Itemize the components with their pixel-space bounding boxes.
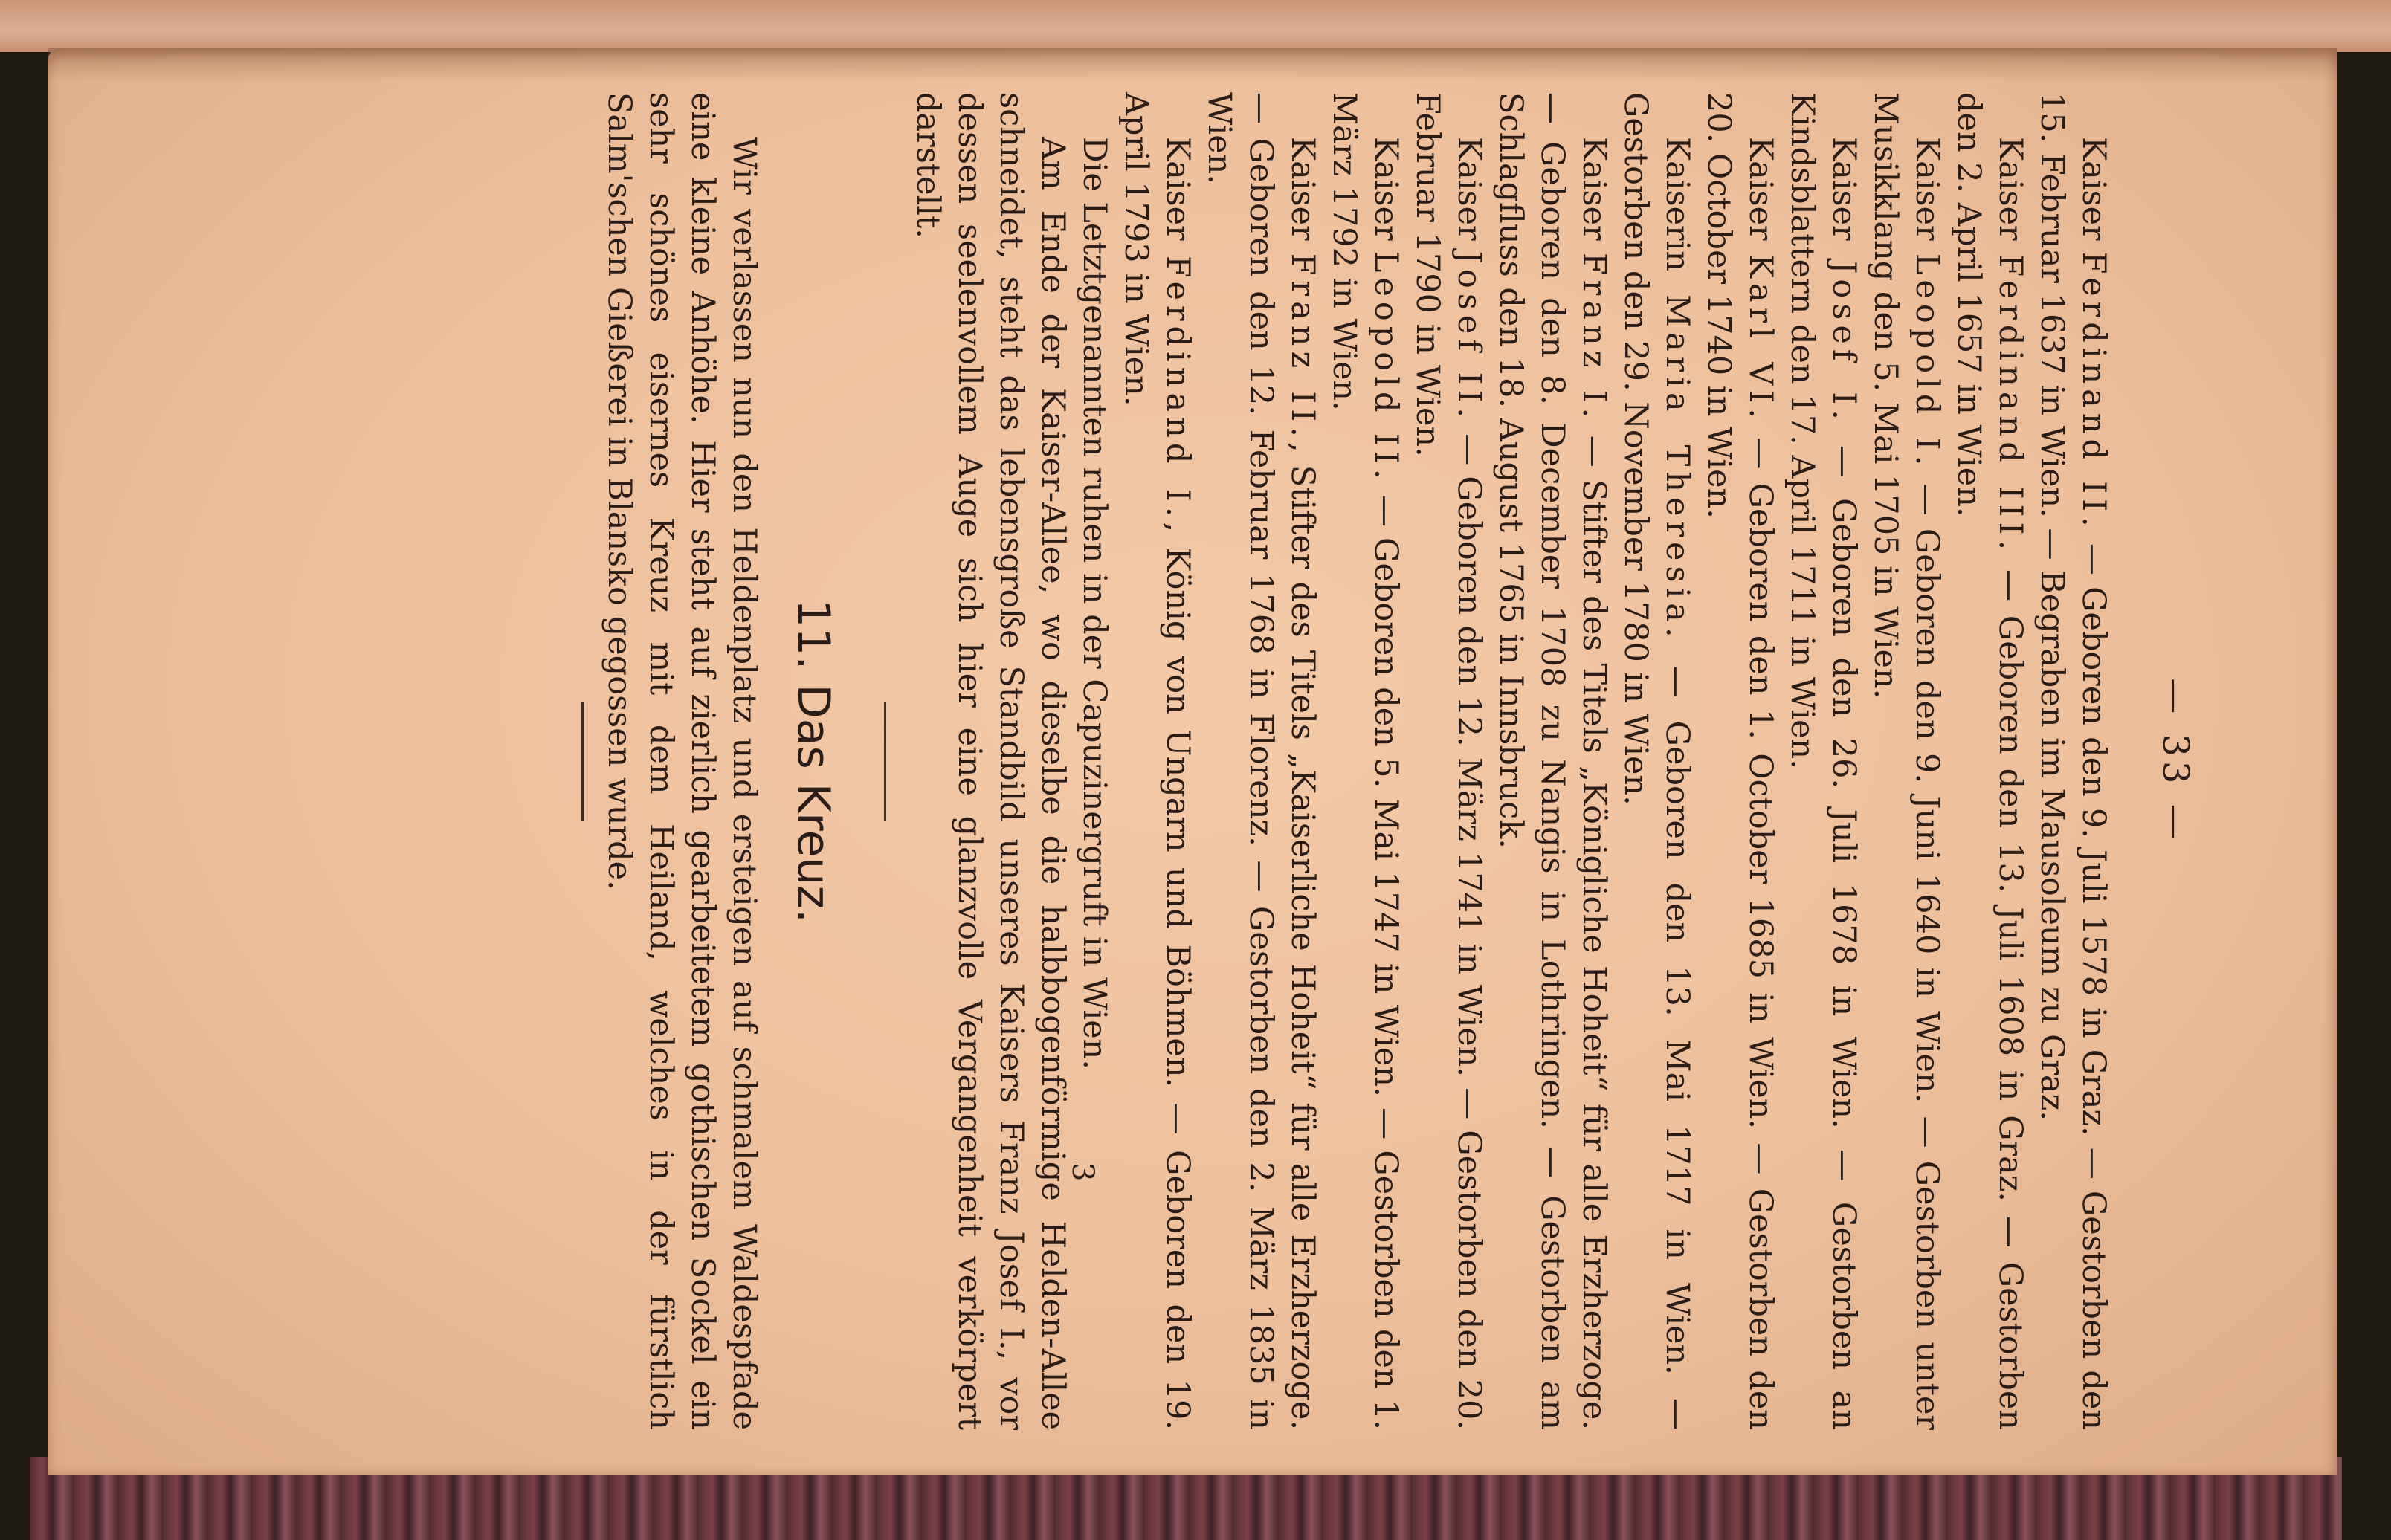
emperor-entry bbox=[1115, 92, 1198, 1430]
entry-text: — Geboren den 5. Mai 1747 in Wien. — Gestorben den 1. März 1792 in Wien. bbox=[1326, 92, 1404, 1430]
emperor-entry bbox=[2031, 92, 2114, 1430]
entry-text: — Geboren den 1. October 1685 in Wien. — Gestorben den 20. October 1740 in Wien. bbox=[1700, 92, 1779, 1430]
section-title: 11. Das Kreuz. bbox=[787, 599, 839, 923]
entry-text: — Geboren den 9. Juni 1640 in Wien. — Gestorben unter Musikklang den 5. Mai 1705 in Wien. bbox=[1867, 92, 1946, 1430]
entry-text: — Stifter des Titels „Königliche Hoheit“ für alle Erzherzoge. — Geboren den 8. December 1708 zu Nangis in Lothringen. — Gestorben am Schlagfluss den 18. August 1765 in Innsbruck. bbox=[1492, 92, 1613, 1430]
emperor-entry bbox=[1948, 92, 2031, 1430]
emperor-entry bbox=[1323, 92, 1407, 1430]
entry-text: — Geboren den 9. Juli 1578 in Graz. — Gestorben den 15. Februar 1637 in Wien. — Begraben im Mausoleum zu Graz. bbox=[2033, 92, 2112, 1430]
closing-paragraph-2: Am Ende der Kaiser-Allee, wo dieselbe die halbbogenförmige Helden-Allee schneidet, steht das lebensgroße Standbild unseres Kaisers Franz Josef I., vor dessen seelenvollem Auge sich hier eine glanzvolle Vergangenheit verkörpert darstellt. bbox=[909, 92, 1071, 1430]
page-content bbox=[581, 92, 2211, 1430]
entry-title: Kaiser bbox=[1367, 137, 1404, 251]
entry-name: Ferdinand III. bbox=[1992, 254, 2029, 556]
entry-name: Josef I. bbox=[1825, 261, 1862, 425]
emperor-entry bbox=[1615, 92, 1698, 1430]
section-paragraph: Wir verlassen nun den Heldenplatz und ersteigen auf schmalem Waldespfade eine kleine Anhöhe. Hier steht auf zierlich gearbeitetem gothischen Sockel ein sehr schönes eisernes Kreuz mit dem Heiland, welches in der fürstlich Salm'schen Gießerei in Blansko gegossen wurde. bbox=[601, 92, 763, 1430]
entry-title: Kaiser bbox=[1908, 137, 1946, 253]
emperor-entry bbox=[1781, 92, 1865, 1430]
emperor-entry bbox=[1490, 92, 1615, 1430]
entry-title: Kaiser bbox=[1451, 137, 1488, 251]
entry-text: , Stifter des Titels „Kaiserliche Hoheit“ für alle Erzherzoge. — Geboren den 12. Februar 1768 in Florenz. — Gestorben den 2. März 1835 in Wien. bbox=[1201, 92, 1321, 1430]
entry-text: , König von Ungarn und Böhmen. — Geboren den 19. April 1793 in Wien. bbox=[1117, 92, 1196, 1430]
book-edge-top bbox=[0, 0, 2391, 52]
entry-text: — Geboren den 13. Mai 1717 in Wien. — Gestorben den 29. November 1780 in Wien. bbox=[1617, 92, 1696, 1430]
entry-text: — Geboren den 12. März 1741 in Wien. — Gestorben den 20. Februar 1790 in Wien. bbox=[1409, 92, 1488, 1430]
emperor-entry bbox=[1407, 92, 1490, 1430]
emperor-entry bbox=[1698, 92, 1781, 1430]
emperor-entries bbox=[1115, 92, 2114, 1430]
entry-title: Kaiser bbox=[2075, 137, 2112, 252]
entry-name: Franz II. bbox=[1284, 253, 1321, 442]
entry-title: Kaiser bbox=[1159, 137, 1196, 256]
entry-name: Leopold II. bbox=[1367, 250, 1404, 485]
entry-name: Ferdinand II. bbox=[2075, 251, 2112, 532]
entry-text: — Geboren den 26. Juli 1678 in Wien. — Gestorben an Kindsblattern den 17. April 1711 in Wien. bbox=[1784, 92, 1862, 1430]
entry-name: Leopold I. bbox=[1908, 253, 1946, 471]
book-page bbox=[48, 48, 2337, 1475]
signature-mark: 3 bbox=[1065, 1162, 1100, 1182]
running-head: — 33 — bbox=[2155, 678, 2196, 844]
emperor-entry bbox=[1865, 92, 1948, 1430]
entry-text: — Geboren den 13. Juli 1608 in Graz. — Gestorben den 2. April 1657 in Wien. bbox=[1950, 92, 2029, 1430]
entry-name: Ferdinand I. bbox=[1159, 256, 1196, 522]
rotated-text-block bbox=[174, 92, 2211, 1430]
emperor-entry bbox=[1198, 92, 1323, 1430]
entry-title: Kaiser bbox=[1742, 137, 1779, 254]
entry-title: Kaiser bbox=[1284, 137, 1321, 253]
entry-title: Kaiserin bbox=[1659, 137, 1696, 295]
closing-paragraph-1: Die Letztgenannten ruhen in der Capuzinergruft in Wien. bbox=[1076, 137, 1113, 1070]
entry-title: Kaiser bbox=[1575, 137, 1613, 253]
entry-name: Karl VI. bbox=[1742, 253, 1779, 424]
end-rule bbox=[581, 702, 584, 821]
entry-name: Josef II. bbox=[1451, 250, 1488, 424]
separator-rule bbox=[884, 702, 886, 821]
entry-title: Kaiser bbox=[1825, 137, 1862, 262]
entry-title: Kaiser bbox=[1992, 137, 2029, 255]
entry-name: Franz I. bbox=[1575, 252, 1613, 424]
entry-name: Maria Theresia. bbox=[1659, 294, 1696, 643]
gutter-shadow bbox=[48, 48, 2337, 82]
